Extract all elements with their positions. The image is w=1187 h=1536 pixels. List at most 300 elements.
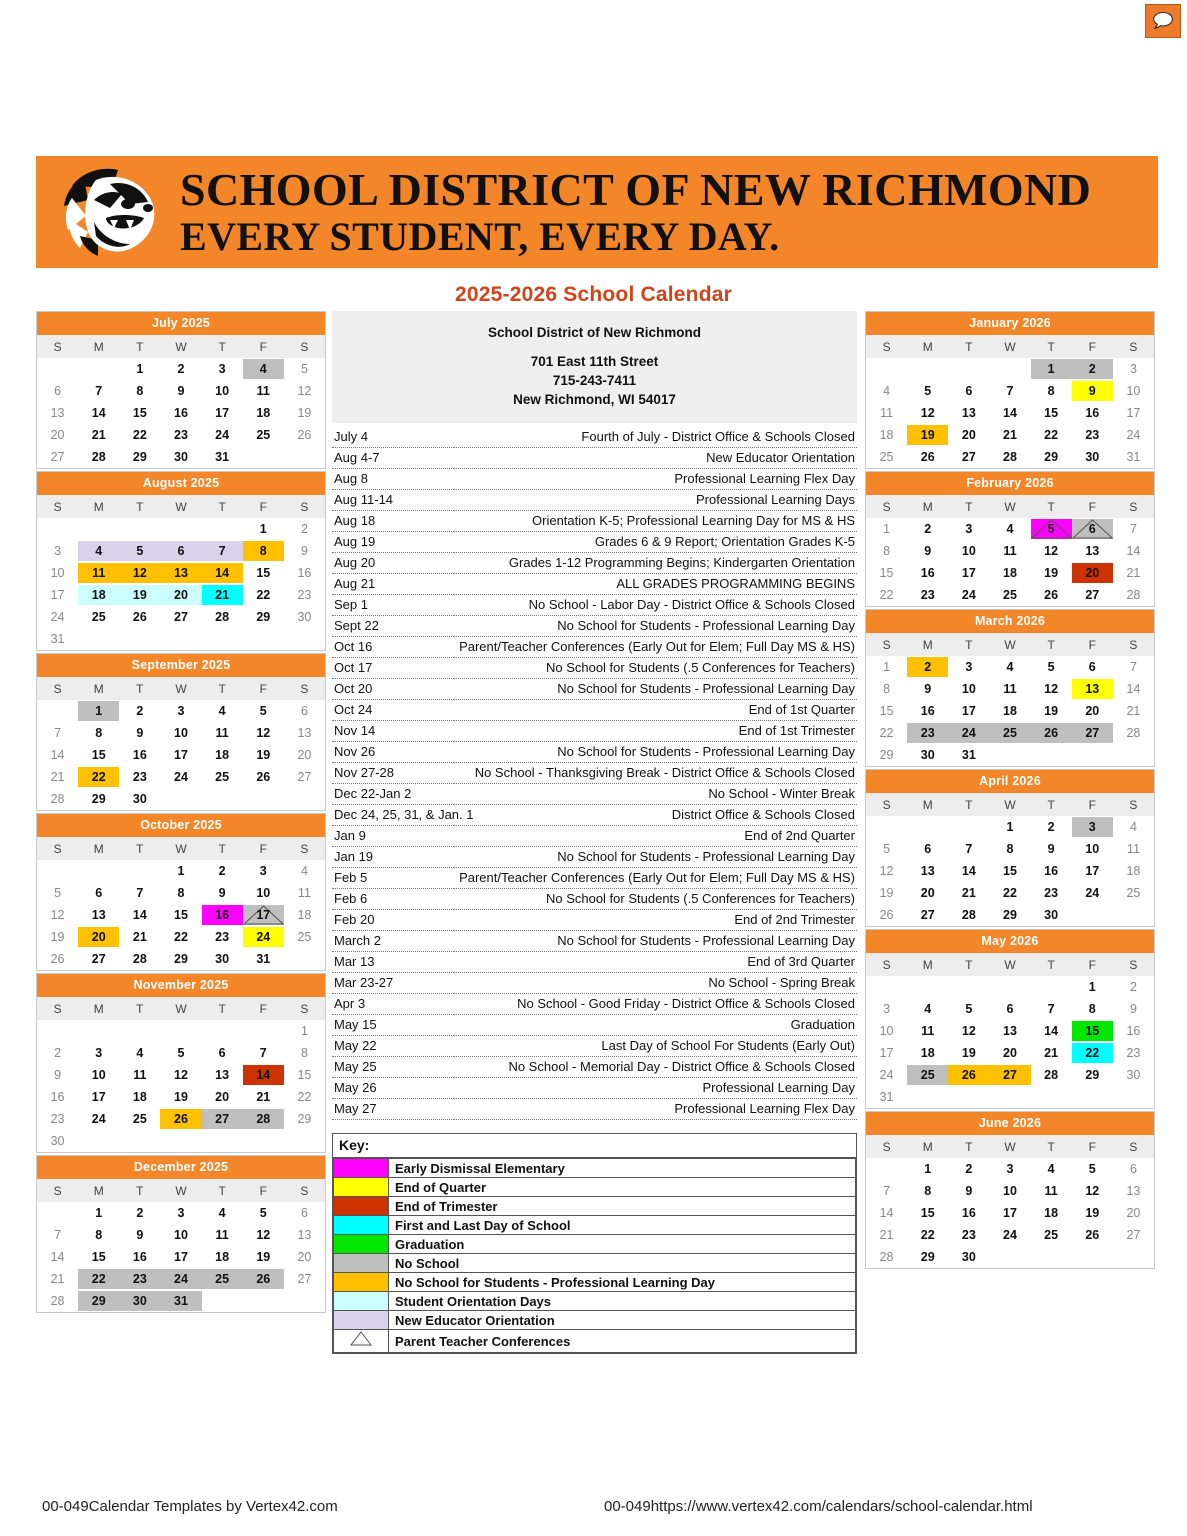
day-number: 25: [1003, 726, 1017, 740]
empty-day-cell: [948, 816, 989, 838]
month-title: May 2026: [866, 930, 1154, 953]
day-cell: [160, 1268, 201, 1290]
day-number: 28: [1126, 588, 1141, 602]
week-row: [37, 540, 325, 562]
day-number: 6: [924, 842, 932, 856]
day-number: 23: [1085, 428, 1100, 442]
empty-day-cell: [243, 788, 284, 810]
day-cell: [78, 1086, 119, 1108]
day-number: 1: [883, 522, 891, 536]
day-number: 5: [136, 544, 144, 558]
weekday-header: S: [284, 837, 325, 860]
day-cell: [866, 380, 907, 402]
day-number: 18: [1003, 704, 1017, 718]
day-number: 29: [132, 450, 147, 464]
weekday-header: S: [284, 495, 325, 518]
day-cell: [1031, 540, 1072, 562]
day-number: 21: [132, 930, 147, 944]
day-cell: [160, 766, 201, 788]
empty-day-cell: [119, 628, 160, 650]
empty-day-cell: [284, 1290, 325, 1312]
event-description: No School for Students (.5 Conferences for Teachers): [454, 889, 857, 910]
day-number: 8: [300, 1046, 308, 1060]
day-number: 23: [215, 930, 230, 944]
months-column-right: [865, 311, 1155, 1271]
weekday-header: M: [78, 335, 119, 358]
day-number: 26: [920, 450, 935, 464]
day-number: 28: [1044, 1068, 1059, 1082]
event-row: [332, 721, 857, 742]
week-row: [866, 722, 1154, 744]
day-number: 27: [297, 1272, 312, 1286]
day-cell: [160, 1108, 201, 1130]
day-cell: [1113, 1042, 1154, 1064]
week-row: [37, 722, 325, 744]
day-cell: [1072, 976, 1113, 998]
day-cell: [948, 518, 989, 540]
day-cell: [1031, 904, 1072, 926]
day-number: 6: [1006, 1002, 1014, 1016]
day-cell: [202, 1268, 243, 1290]
day-number: 8: [883, 544, 891, 558]
day-number: 29: [1085, 1068, 1100, 1082]
empty-day-cell: [160, 628, 201, 650]
day-cell: [202, 358, 243, 380]
event-date: Feb 6: [332, 889, 454, 910]
day-cell: [1031, 816, 1072, 838]
day-cell: [866, 446, 907, 468]
day-cell: [160, 584, 201, 606]
event-description: ALL GRADES PROGRAMMING BEGINS: [454, 574, 857, 595]
day-number: 14: [91, 406, 106, 420]
day-cell: [119, 358, 160, 380]
day-cell: [907, 678, 948, 700]
day-number: 26: [174, 1112, 188, 1126]
day-number: 22: [879, 588, 894, 602]
empty-day-cell: [989, 358, 1030, 380]
day-cell: [202, 882, 243, 904]
day-cell: [160, 882, 201, 904]
day-cell: [37, 1042, 78, 1064]
day-cell: [119, 1064, 160, 1086]
day-cell: [284, 358, 325, 380]
week-row: [866, 998, 1154, 1020]
week-row: [866, 904, 1154, 926]
month-title: March 2026: [866, 610, 1154, 633]
week-row: [37, 926, 325, 948]
day-cell: [284, 744, 325, 766]
day-cell: [284, 540, 325, 562]
week-row: [37, 584, 325, 606]
empty-day-cell: [1113, 1246, 1154, 1268]
week-row: [37, 1064, 325, 1086]
weekday-header: F: [1072, 633, 1113, 656]
legend-swatch: [334, 1235, 389, 1254]
day-number: 14: [1003, 406, 1017, 420]
legend-swatch: [334, 1159, 389, 1178]
day-cell: [202, 1086, 243, 1108]
day-cell: [907, 744, 948, 766]
event-date: July 4: [332, 427, 454, 448]
day-number: 12: [132, 566, 147, 580]
day-number: 25: [256, 428, 271, 442]
day-cell: [1113, 998, 1154, 1020]
day-cell: [1072, 1158, 1113, 1180]
week-row: [866, 1246, 1154, 1268]
weekday-header: M: [907, 633, 948, 656]
weekday-header: T: [119, 335, 160, 358]
district-address-block: [332, 311, 857, 423]
week-row: [37, 518, 325, 540]
day-cell: [78, 1064, 119, 1086]
day-number: 4: [218, 704, 226, 718]
day-cell: [948, 402, 989, 424]
week-row: [866, 1020, 1154, 1042]
day-cell: [948, 838, 989, 860]
weekday-header: M: [78, 837, 119, 860]
footer-url[interactable]: 00-049https://www.vertex42.com/calendars/school-calendar.html: [604, 1498, 1033, 1515]
day-cell: [1113, 882, 1154, 904]
day-cell: [119, 948, 160, 970]
day-cell: [907, 722, 948, 744]
day-number: 26: [297, 428, 312, 442]
day-number: 19: [50, 930, 65, 944]
day-cell: [284, 1086, 325, 1108]
day-cell: [866, 838, 907, 860]
day-number: 3: [1088, 820, 1096, 834]
day-number: 8: [259, 544, 267, 558]
event-row: [332, 700, 857, 721]
day-number: 16: [961, 1206, 976, 1220]
empty-day-cell: [948, 358, 989, 380]
day-number: 19: [297, 406, 312, 420]
weekday-header: S: [284, 997, 325, 1020]
day-cell: [243, 402, 284, 424]
event-description: Professional Learning Flex Day: [454, 1099, 857, 1120]
event-date: Aug 8: [332, 469, 454, 490]
week-row: [37, 766, 325, 788]
day-cell: [37, 722, 78, 744]
day-cell: [866, 1246, 907, 1268]
week-row: [866, 1224, 1154, 1246]
day-number: 7: [965, 842, 973, 856]
event-description: End of 1st Trimester: [454, 721, 857, 742]
day-number: 17: [1003, 1206, 1017, 1220]
day-cell: [243, 1268, 284, 1290]
day-number: 21: [1044, 1046, 1059, 1060]
empty-day-cell: [1113, 904, 1154, 926]
weekday-header: S: [37, 677, 78, 700]
week-row: [37, 1224, 325, 1246]
empty-day-cell: [78, 518, 119, 540]
empty-day-cell: [37, 700, 78, 722]
weekday-header: W: [160, 677, 201, 700]
day-cell: [243, 1202, 284, 1224]
day-cell: [907, 518, 948, 540]
event-description: No School for Students (.5 Conferences for Teachers): [454, 658, 857, 679]
day-cell: [243, 380, 284, 402]
day-number: 13: [297, 726, 312, 740]
day-number: 21: [256, 1090, 271, 1104]
day-number: 21: [961, 886, 976, 900]
weekday-header: S: [37, 837, 78, 860]
event-date: March 2: [332, 931, 454, 952]
week-row: [37, 882, 325, 904]
empty-day-cell: [989, 1246, 1030, 1268]
day-number: 10: [256, 886, 271, 900]
day-number: 4: [1129, 820, 1137, 834]
day-cell: [948, 678, 989, 700]
day-number: 5: [177, 1046, 185, 1060]
day-number: 24: [50, 610, 65, 624]
district-banner: [36, 156, 1158, 268]
day-cell: [1113, 584, 1154, 606]
day-cell: [37, 380, 78, 402]
weekday-header: S: [866, 495, 907, 518]
day-number: 25: [1044, 1228, 1059, 1242]
day-cell: [284, 882, 325, 904]
footer-credit: 00-049Calendar Templates by Vertex42.com: [42, 1498, 338, 1515]
day-cell: [1072, 424, 1113, 446]
event-row: [332, 574, 857, 595]
day-cell: [989, 1180, 1030, 1202]
week-row: [37, 788, 325, 810]
day-cell: [37, 446, 78, 468]
day-number: 16: [174, 406, 188, 420]
day-number: 25: [215, 770, 230, 784]
day-number: 4: [924, 1002, 932, 1016]
event-date: Sept 22: [332, 616, 454, 637]
day-number: 9: [218, 886, 226, 900]
weekday-header: F: [243, 335, 284, 358]
day-number: 7: [54, 1228, 62, 1242]
day-cell: [119, 380, 160, 402]
empty-day-cell: [1072, 1086, 1113, 1108]
day-cell: [160, 606, 201, 628]
day-number: 11: [256, 384, 270, 398]
day-number: 4: [1006, 522, 1014, 536]
day-number: 7: [218, 544, 226, 558]
day-cell: [1113, 358, 1154, 380]
day-number: 27: [297, 770, 312, 784]
legend-swatch: [334, 1197, 389, 1216]
day-number: 25: [1126, 886, 1141, 900]
day-cell: [119, 1202, 160, 1224]
week-row: [866, 1042, 1154, 1064]
day-number: 21: [1126, 704, 1141, 718]
weekday-header: T: [119, 997, 160, 1020]
day-number: 5: [300, 362, 308, 376]
day-number: 1: [1047, 362, 1055, 376]
week-row: [866, 700, 1154, 722]
day-number: 19: [256, 1250, 271, 1264]
empty-day-cell: [37, 1202, 78, 1224]
day-number: 28: [91, 450, 106, 464]
day-number: 7: [54, 726, 62, 740]
day-number: 17: [50, 588, 65, 602]
week-row: [37, 1202, 325, 1224]
weekday-header: W: [160, 335, 201, 358]
day-number: 9: [924, 682, 932, 696]
day-number: 28: [1003, 450, 1017, 464]
day-cell: [948, 1246, 989, 1268]
day-number: 21: [1003, 428, 1017, 442]
day-cell: [284, 1246, 325, 1268]
week-row: [37, 446, 325, 468]
event-row: [332, 994, 857, 1015]
day-cell: [989, 424, 1030, 446]
day-number: 24: [961, 588, 976, 602]
day-cell: [948, 700, 989, 722]
day-number: 29: [91, 1294, 106, 1308]
empty-day-cell: [202, 628, 243, 650]
event-row: [332, 616, 857, 637]
event-row: [332, 889, 857, 910]
weekday-header: F: [243, 997, 284, 1020]
event-date: Dec 24, 25, 31, & Jan. 1: [332, 805, 454, 826]
day-cell: [37, 584, 78, 606]
day-cell: [948, 446, 989, 468]
day-cell: [1113, 700, 1154, 722]
day-cell: [1031, 1180, 1072, 1202]
weekday-header: M: [78, 495, 119, 518]
weekday-header: W: [160, 837, 201, 860]
day-cell: [243, 358, 284, 380]
day-cell: [989, 518, 1030, 540]
legend-title: Key:: [333, 1134, 856, 1158]
day-cell: [1113, 860, 1154, 882]
month-title: April 2026: [866, 770, 1154, 793]
day-number: 27: [961, 450, 976, 464]
weekday-header: T: [948, 495, 989, 518]
weekday-header: S: [866, 335, 907, 358]
legend-label: Student Orientation Days: [389, 1292, 856, 1311]
day-number: 12: [1044, 682, 1059, 696]
day-number: 28: [132, 952, 147, 966]
day-cell: [202, 1224, 243, 1246]
day-cell: [1072, 358, 1113, 380]
day-number: 25: [297, 930, 312, 944]
empty-day-cell: [1031, 976, 1072, 998]
day-number: 25: [91, 610, 106, 624]
day-number: 7: [1129, 660, 1137, 674]
event-description: No School - Winter Break: [454, 784, 857, 805]
comment-bubble-icon[interactable]: [1145, 4, 1181, 38]
week-row: [37, 562, 325, 584]
day-number: 4: [95, 544, 103, 558]
empty-day-cell: [866, 976, 907, 998]
day-number: 10: [174, 726, 188, 740]
weekday-header: T: [1031, 1135, 1072, 1158]
day-number: 4: [1006, 660, 1014, 674]
day-number: 20: [215, 1090, 230, 1104]
day-cell: [284, 1202, 325, 1224]
day-cell: [989, 998, 1030, 1020]
day-cell: [907, 860, 948, 882]
weekday-header: F: [1072, 1135, 1113, 1158]
weekday-header: F: [1072, 793, 1113, 816]
empty-day-cell: [989, 976, 1030, 998]
day-number: 13: [50, 406, 65, 420]
empty-day-cell: [284, 788, 325, 810]
day-number: 2: [300, 522, 308, 536]
day-number: 26: [1044, 588, 1059, 602]
day-cell: [202, 904, 243, 926]
event-description: Last Day of School For Students (Early Out): [454, 1036, 857, 1057]
event-row: [332, 1057, 857, 1078]
day-number: 23: [132, 1272, 147, 1286]
event-date: Oct 24: [332, 700, 454, 721]
legend-swatch: [334, 1254, 389, 1273]
empty-day-cell: [1072, 904, 1113, 926]
empty-day-cell: [948, 976, 989, 998]
day-number: 26: [879, 908, 894, 922]
week-row: [37, 1246, 325, 1268]
event-description: Professional Learning Days: [454, 490, 857, 511]
day-number: 28: [50, 792, 65, 806]
event-row: [332, 679, 857, 700]
day-cell: [907, 882, 948, 904]
day-number: 27: [1003, 1068, 1017, 1082]
empty-day-cell: [243, 628, 284, 650]
day-number: 23: [920, 588, 935, 602]
day-cell: [1072, 700, 1113, 722]
day-number: 8: [95, 1228, 103, 1242]
day-cell: [243, 700, 284, 722]
day-number: 3: [259, 864, 267, 878]
day-cell: [866, 882, 907, 904]
day-number: 28: [961, 908, 976, 922]
day-cell: [1031, 380, 1072, 402]
day-number: 31: [1126, 450, 1141, 464]
month-november-2025: [36, 973, 326, 1153]
event-row: [332, 511, 857, 532]
day-number: 12: [50, 908, 65, 922]
weekday-header: M: [78, 1179, 119, 1202]
day-number: 15: [256, 566, 271, 580]
day-cell: [1072, 816, 1113, 838]
day-number: 23: [961, 1228, 976, 1242]
legend-label: Graduation: [389, 1235, 856, 1254]
day-cell: [1113, 838, 1154, 860]
day-cell: [1072, 678, 1113, 700]
weekday-header: T: [1031, 793, 1072, 816]
day-number: 29: [91, 792, 106, 806]
day-cell: [948, 1180, 989, 1202]
day-cell: [989, 1042, 1030, 1064]
day-cell: [907, 1246, 948, 1268]
day-cell: [1031, 700, 1072, 722]
day-cell: [284, 860, 325, 882]
day-cell: [948, 1158, 989, 1180]
day-number: 11: [215, 1228, 229, 1242]
day-number: 29: [879, 748, 894, 762]
day-cell: [1113, 402, 1154, 424]
day-number: 23: [132, 770, 147, 784]
legend-label: First and Last Day of School: [389, 1216, 856, 1235]
day-number: 10: [961, 544, 976, 558]
day-cell: [1031, 402, 1072, 424]
event-description: No School for Students - Professional Learning Day: [454, 847, 857, 868]
day-number: 25: [132, 1112, 147, 1126]
day-cell: [866, 656, 907, 678]
day-cell: [78, 700, 119, 722]
day-cell: [37, 1064, 78, 1086]
day-cell: [1113, 562, 1154, 584]
weekday-header: S: [866, 793, 907, 816]
center-column: [332, 311, 857, 1354]
day-cell: [202, 606, 243, 628]
